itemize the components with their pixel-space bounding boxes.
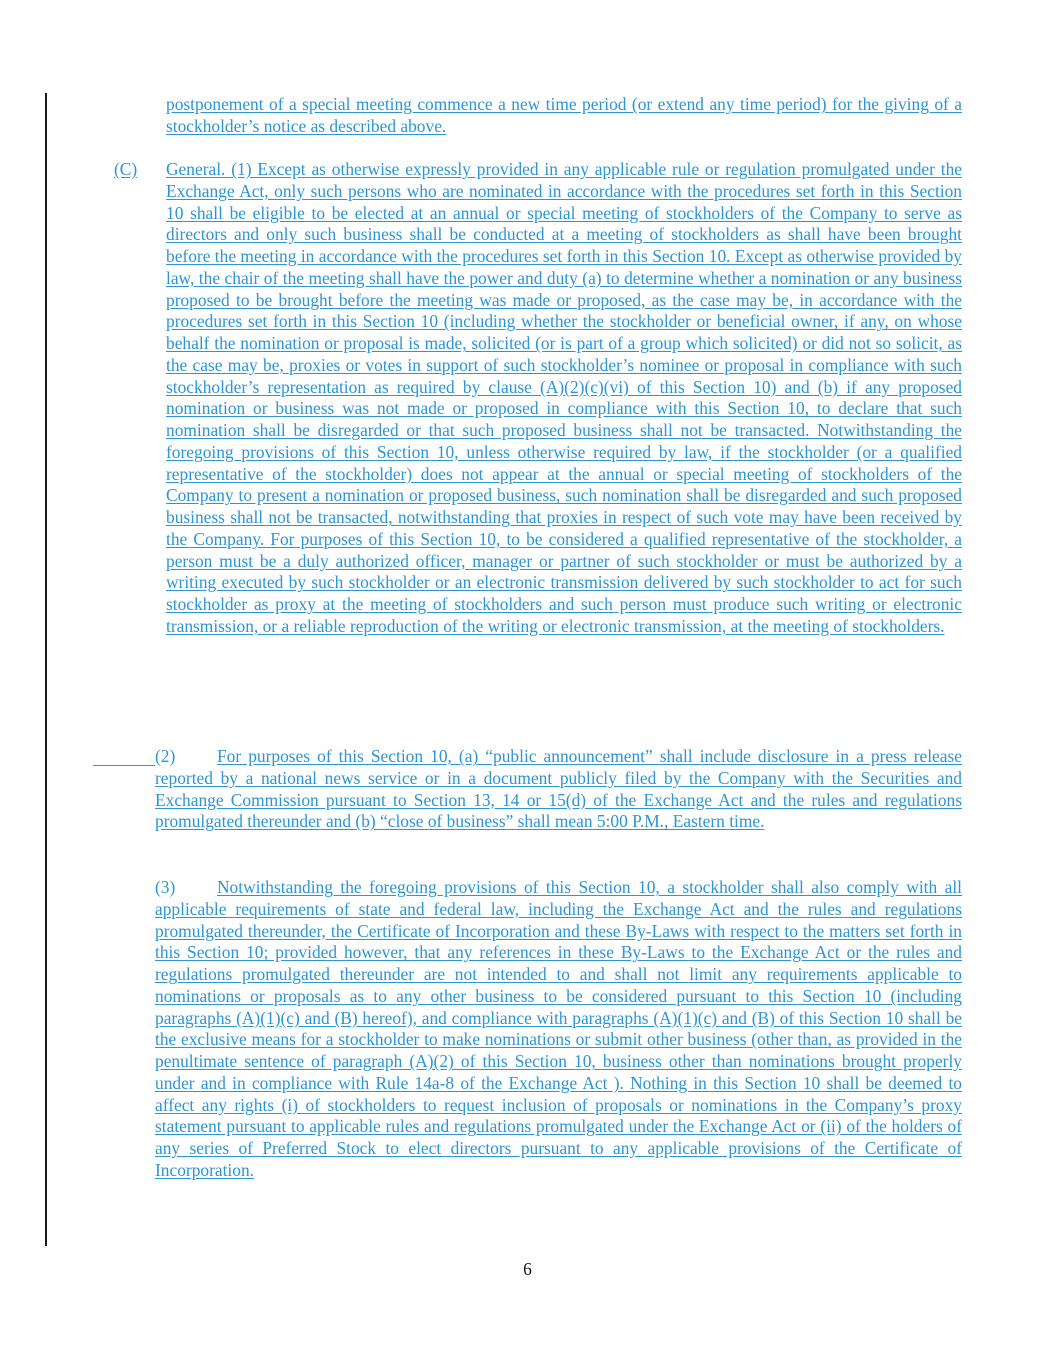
paragraph-2: [155, 746, 962, 833]
paragraph-3-text: Notwithstanding the foregoing provisions of this Section 10, a stockholder shall also comply with all applicable requirements of state and federal law, including the Exchange Act and the rules and regulations promulgated thereunder, the Certificate of Incorporation and these By-Laws with respect to the matters set forth in this Section 10; provided however, that any references in these By-Laws to the Exchange Act or the rules and regulations promulgated thereunder are not intended to and shall not limit any requirements applicable to nominations or proposals as to any other business to be considered pursuant to this Section 10 (including paragraphs (A)(1)(c) and (B) hereof), and compliance with paragraphs (A)(1)(c) and (B) of this Section 10 shall be the exclusive means for a stockholder to make nominations or submit other business (other than, as provided in the penultimate sentence of paragraph (A)(2) of this Section 10, business other than nominations brought properly under and in compliance with Rule 14a-8 of the Exchange Act ). Nothing in this Section 10 shall be deemed to affect any rights (i) of stockholders to request inclusion of proposals or nominations in the Company’s proxy statement pursuant to applicable rules and regulations promulgated under the Exchange Act or (ii) of the holders of any series of Preferred Stock to elect directors pursuant to any applicable provisions of the Certificate of Incorporation.: [155, 877, 962, 1180]
section-c-label: (C): [114, 159, 138, 179]
paragraph-2-lead-underline: [93, 765, 155, 766]
revision-change-bar: [45, 93, 47, 1246]
paragraph-continuation: postponement of a special meeting commence a new time period (or extend any time period) for the giving of a stockholder’s notice as described above.: [166, 94, 962, 136]
paragraph-2-text: For purposes of this Section 10, (a) “public announcement” shall include disclosure in a press release reported by a national news service or in a document publicly filed by the Company with the Securities and Exchange Commission pursuant to Section 13, 14 or 15(d) of the Exchange Act and the rules and regulations promulgated thereunder and (b) “close of business” shall mean 5:00 P.M., Eastern time.: [155, 746, 962, 832]
paragraph-3: [155, 877, 962, 1182]
paragraph-c-general: General. (1) Except as otherwise expressly provided in any applicable rule or regulation promulgated under the Exchange Act, only such persons who are nominated in accordance with the procedures set forth in this Section 10 shall be eligible to be elected at an annual or special meeting of stockholders of the Company to serve as directors and only such business shall be conducted at a meeting of stockholders as shall have been brought before the meeting in accordance with the procedures set forth in this Section 10. Except as otherwise provided by law, the chair of the meeting shall have the power and duty (a) to determine whether a nomination or any business proposed to be brought before the meeting was made or proposed, as the case may be, in accordance with the procedures set forth in this Section 10 (including whether the stockholder or beneficial owner, if any, on whose behalf the nomination or proposal is made, solicited (or is part of a group which solicited) or did not so solicit, as the case may be, proxies or votes in support of such stockholder’s nominee or proposal in compliance with such stockholder’s representation as required by clause (A)(2)(c)(vi) of this Section 10) and (b) if any proposed nomination or business was not made or proposed in compliance with this Section 10, to declare that such nomination shall be disregarded or that such proposed business shall not be transacted. Notwithstanding the foregoing provisions of this Section 10, unless otherwise required by law, if the stockholder (or a qualified representative of the stockholder) does not appear at the annual or special meeting of stockholders of the Company to present a nomination or proposed business, such nomination shall be disregarded and such proposed business shall not be transacted, notwithstanding that proxies in respect of such vote may have been received by the Company. For purposes of this Section 10, to be considered a qualified representative of the stockholder, a person must be a duly authorized officer, manager or partner of such stockholder or must be authorized by a writing executed by such stockholder or an electronic transmission delivered by such stockholder to act for such stockholder as proxy at the meeting of stockholders and such person must produce such writing or electronic transmission, or a reliable reproduction of the writing or electronic transmission, at the meeting of stockholders.: [166, 159, 962, 636]
paragraph-3-number: (3): [155, 877, 176, 897]
page-number: 6: [523, 1259, 532, 1279]
paragraph-2-number: (2): [155, 746, 176, 766]
